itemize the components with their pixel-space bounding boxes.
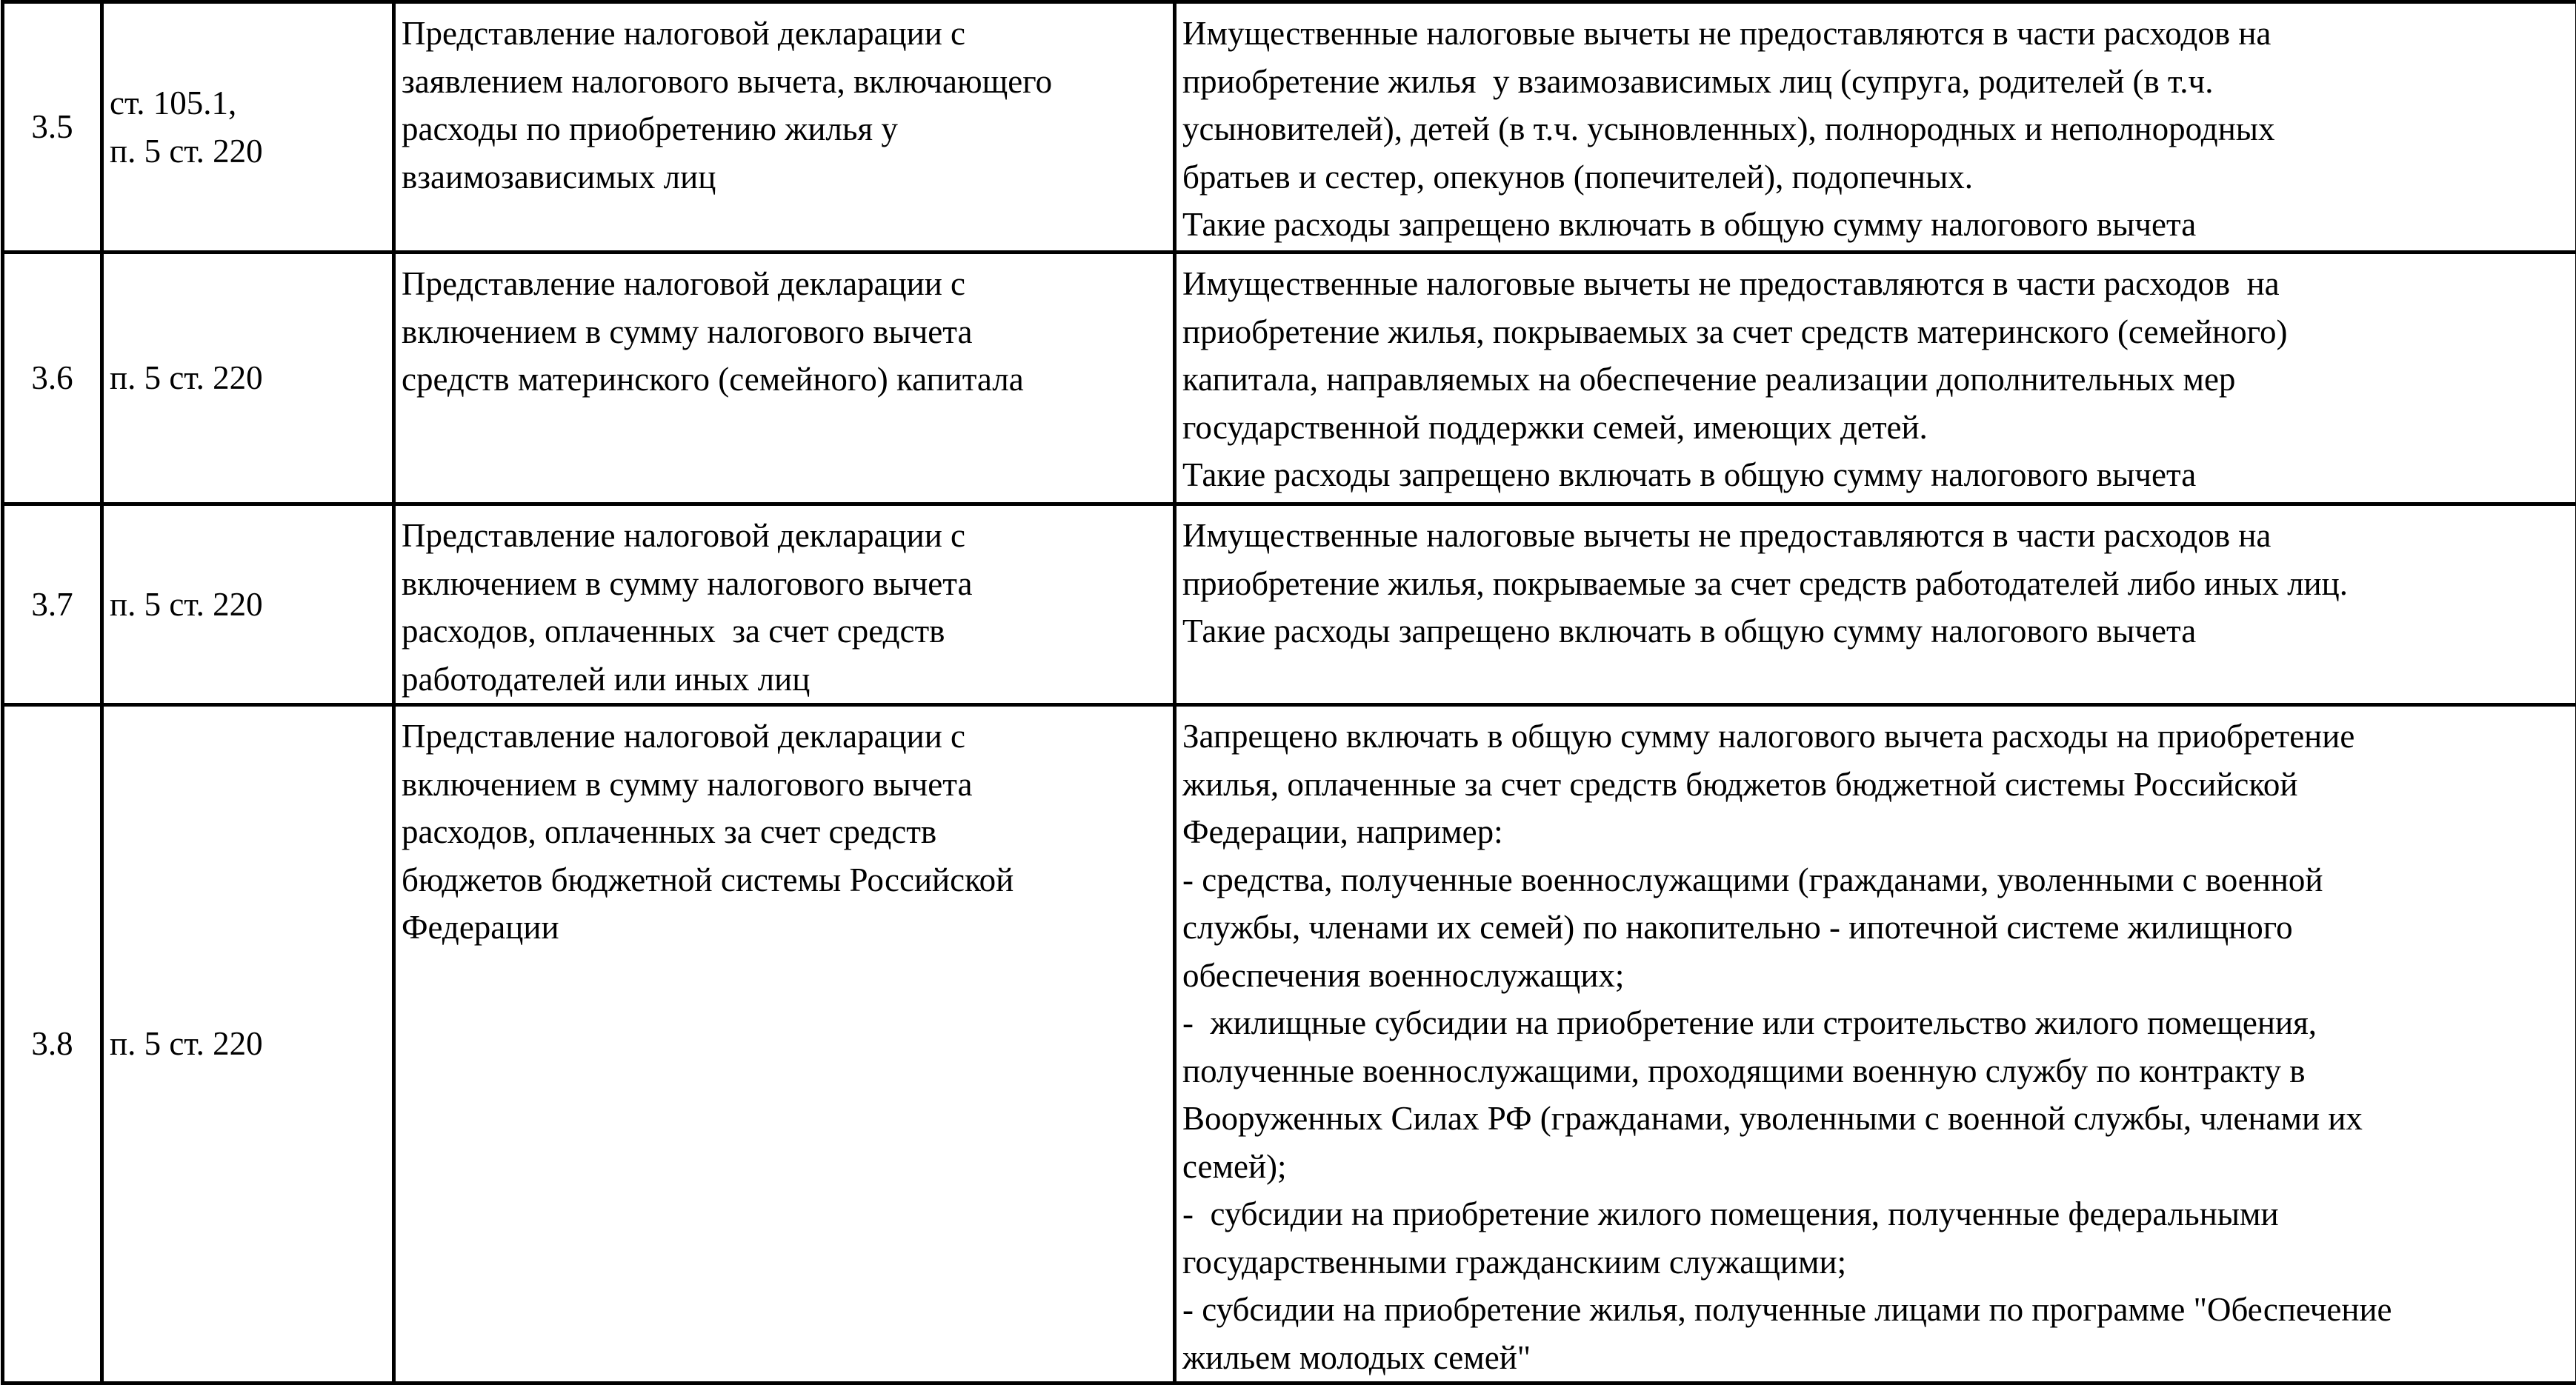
explanation-line: Такие расходы запрещено включать в общую сумму налогового вычета [1182,201,2569,249]
article-reference-cell [102,705,394,1384]
explanation-line: семей); [1182,1143,2569,1191]
description-line: взаимозависимых лиц [402,153,1167,201]
article-reference-cell [102,253,394,504]
violation-description-cell [394,2,1175,253]
article-reference-cell [102,2,394,253]
explanation-line: - субсидии на приобретение жилья, полученные лицами по программе "Обеспечение [1182,1286,2569,1334]
explanation-line: - средства, полученные военнослужащими (гражданами, уволенными с военной [1182,856,2569,904]
table-row [3,253,2576,504]
explanation-line: - субсидии на приобретение жилого помещения, полученные федеральными [1182,1190,2569,1238]
description-line: расходы по приобретению жилья у [402,105,1167,153]
description-line: заявлением налогового вычета, включающего [402,58,1167,106]
explanation-line: братьев и сестер, опекунов (попечителей), подопечных. [1182,153,2569,201]
explanation-line: капитала, направляемых на обеспечение реализации дополнительных мер [1182,356,2569,404]
explanation-line: Вооруженных Силах РФ (гражданами, уволенными с военной службы, членами их [1182,1095,2569,1143]
article-reference-line: ст. 105.1, [110,79,392,127]
table-row [3,504,2576,705]
violation-description-cell [394,253,1175,504]
explanation-line: приобретение жилья, покрываемые за счет средств работодателей либо иных лиц. [1182,560,2569,608]
description-line: расходов, оплаченных за счет средств [402,607,1167,655]
article-reference-line: п. 5 ст. 220 [110,354,392,402]
description-line: Представление налоговой декларации с [402,512,1167,560]
explanation-line: жилья, оплаченные за счет средств бюджетов бюджетной системы Российской [1182,761,2569,809]
explanation-line: Имущественные налоговые вычеты не предоставляются в части расходов на [1182,10,2569,58]
article-reference-line: п. 5 ст. 220 [110,1020,392,1068]
description-line: Представление налоговой декларации с [402,712,1167,761]
explanation-line: полученные военнослужащими, проходящими военную службу по контракту в [1182,1047,2569,1095]
row-number-cell [3,2,102,253]
explanation-line: усыновителей), детей (в т.ч. усыновленных), полнородных и неполнородных [1182,105,2569,153]
description-line: бюджетов бюджетной системы Российской [402,856,1167,904]
description-line: расходов, оплаченных за счет средств [402,808,1167,856]
article-reference-cell [102,504,394,705]
explanation-cell [1175,705,2576,1384]
explanation-line: - жилищные субсидии на приобретение или строительство жилого помещения, [1182,999,2569,1047]
row-number: 3.6 [4,354,100,402]
row-number-cell [3,253,102,504]
explanation-line: Федерации, например: [1182,808,2569,856]
tax-deduction-table [1,0,2576,1385]
explanation-line: Такие расходы запрещено включать в общую сумму налогового вычета [1182,451,2569,499]
description-line: Представление налоговой декларации с [402,10,1167,58]
violation-description-cell [394,705,1175,1384]
explanation-line: приобретение жилья, покрываемых за счет средств материнского (семейного) [1182,308,2569,356]
explanation-cell [1175,504,2576,705]
explanation-line: Такие расходы запрещено включать в общую сумму налогового вычета [1182,607,2569,655]
row-number: 3.8 [4,1020,100,1068]
explanation-line: Имущественные налоговые вычеты не предоставляются в части расходов на [1182,260,2569,308]
explanation-line: государственной поддержки семей, имеющих детей. [1182,404,2569,452]
row-number-cell [3,504,102,705]
description-line: включением в сумму налогового вычета [402,308,1167,356]
explanation-line: государственными гражданскиим служащими; [1182,1238,2569,1286]
explanation-cell [1175,253,2576,504]
article-reference-line: п. 5 ст. 220 [110,127,392,176]
explanation-line: обеспечения военнослужащих; [1182,952,2569,1000]
explanation-cell [1175,2,2576,253]
violation-description-cell [394,504,1175,705]
row-number: 3.7 [4,581,100,629]
explanation-line: Имущественные налоговые вычеты не предоставляются в части расходов на [1182,512,2569,560]
description-line: работодателей или иных лиц [402,655,1167,704]
explanation-line: Запрещено включать в общую сумму налогового вычета расходы на приобретение [1182,712,2569,761]
table-row [3,705,2576,1384]
description-line: средств материнского (семейного) капитала [402,356,1167,404]
explanation-line: службы, членами их семей) по накопительно - ипотечной системе жилищного [1182,904,2569,952]
description-line: Представление налоговой декларации с [402,260,1167,308]
explanation-line: жильем молодых семей" [1182,1334,2569,1382]
description-line: включением в сумму налогового вычета [402,560,1167,608]
table-row [3,2,2576,253]
explanation-line: приобретение жилья у взаимозависимых лиц (супруга, родителей (в т.ч. [1182,58,2569,106]
row-number-cell [3,705,102,1384]
description-line: Федерации [402,904,1167,952]
article-reference-line: п. 5 ст. 220 [110,581,392,629]
description-line: включением в сумму налогового вычета [402,761,1167,809]
row-number: 3.5 [4,103,100,151]
